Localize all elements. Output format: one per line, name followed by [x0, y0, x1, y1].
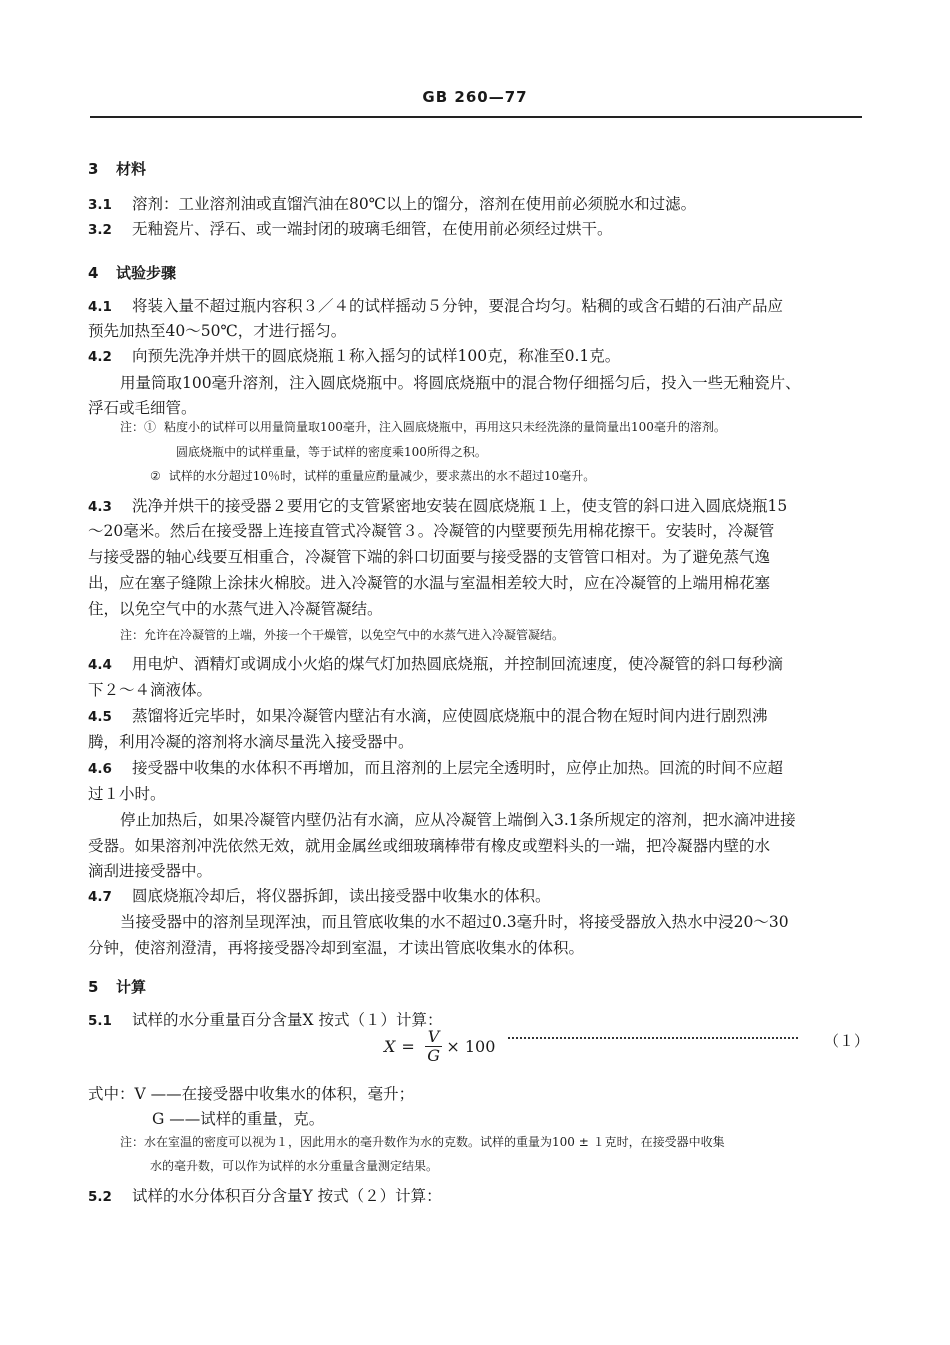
section-number: 3	[88, 160, 99, 178]
clause-3-1	[88, 194, 696, 215]
clause-4-3-line2: ～20毫米。然后在接受器上连接直管式冷凝管３。冷凝管的内壁要预先用棉花擦干。安装时，冷凝管	[88, 522, 775, 540]
note-4-3: 注：允许在冷凝管的上端，外接一个干燥管，以免空气中的水蒸气进入冷凝管凝结。	[120, 628, 565, 642]
clause-4-2-cont: 浮石或毛细管。	[88, 399, 197, 417]
section-title: 试验步骤	[116, 264, 177, 282]
equation-number: （１）	[824, 1032, 870, 1050]
clause-text: 接受器中收集的水体积不再增加，而且溶剂的上层完全透明时，应停止加热。回流的时间不应超	[132, 759, 784, 777]
clause-4-1-cont: 预先加热至40～50℃，才进行摇匀。	[88, 322, 347, 340]
clause-text: 圆底烧瓶冷却后，将仪器拆卸，读出接受器中收集水的体积。	[132, 887, 551, 905]
clause-text: 向预先洗净并烘干的圆底烧瓶１称入摇匀的试样100克，称准至0.1克。	[132, 347, 621, 365]
clause-number: 3.2	[88, 222, 112, 238]
clause-4-6-line5: 滴刮进接受器中。	[88, 862, 213, 880]
clause-4-3-line5: 住，以免空气中的水蒸气进入冷凝管凝结。	[88, 600, 383, 618]
note-text: 试样的水分超过10％时，试样的重量应酌量减少，要求蒸出的水不超过10毫升。	[168, 469, 596, 483]
clause-4-7-line3: 分钟，使溶剂澄清，再将接受器冷却到室温，才读出管底收集水的体积。	[88, 939, 585, 957]
document-code-header: GB 260—77	[422, 88, 528, 106]
clause-4-3-line3: 与接受器的轴心线要互相重合，冷凝管下端的斜口切面要与接受器的支管管口相对。为了避免蒸气逸	[88, 548, 771, 566]
clause-4-6-line4: 受器。如果溶剂冲洗依然无效，就用金属丝或细玻璃棒带有橡皮或塑料头的一端，把冷凝器内壁的水	[88, 837, 771, 855]
clause-number: 3.1	[88, 197, 112, 213]
clause-4-4-cont: 下２～４滴液体。	[88, 681, 213, 699]
clause-number: 4.7	[88, 889, 112, 905]
note-4-2-1	[120, 418, 726, 436]
section-title: 计算	[116, 978, 147, 996]
clause-4-5	[88, 706, 768, 727]
note-4-2-2	[150, 467, 595, 485]
note-5-1: 注：水在室温的密度可以视为１，因此用水的毫升数作为水的克数。试样的重量为100 ± １克时，在接受器中收集	[120, 1135, 725, 1149]
clause-3-2	[88, 219, 613, 240]
clause-number: 4.3	[88, 499, 112, 515]
formula-times: × 100	[446, 1037, 496, 1056]
clause-number: 5.2	[88, 1189, 112, 1205]
clause-text: 用电炉、酒精灯或调成小火焰的煤气灯加热圆底烧瓶，并控制回流速度，使冷凝管的斜口每秒滴	[132, 655, 784, 673]
note-mark: ②	[150, 469, 161, 483]
section-number: 4	[88, 264, 99, 282]
clause-text: 将装入量不超过瓶内容积３／４的试样摇动５分钟，要混合均匀。粘稠的或含石蜡的石油产品应	[132, 297, 784, 315]
clause-4-4	[88, 654, 783, 675]
section-5-heading	[88, 976, 146, 997]
clause-number: 4.5	[88, 709, 112, 725]
formula-equals: =	[401, 1037, 415, 1056]
clause-number: 4.6	[88, 761, 112, 777]
formula-fraction	[425, 1028, 443, 1065]
clause-text: 溶剂：工业溶剂油或直馏汽油在80℃以上的馏分，溶剂在使用前必须脱水和过滤。	[132, 195, 697, 213]
note-4-2-1-cont: 圆底烧瓶中的试样重量，等于试样的密度乘100所得之积。	[176, 445, 487, 459]
clause-4-6	[88, 758, 783, 779]
clause-text: 无釉瓷片、浮石、或一端封闭的玻璃毛细管，在使用前必须经过烘干。	[132, 220, 613, 238]
clause-text: 试样的水分体积百分含量Y 按式（２）计算：	[132, 1187, 442, 1205]
clause-5-2	[88, 1186, 442, 1207]
clause-text: 洗净并烘干的接受器２要用它的支管紧密地安装在圆底烧瓶１上，使支管的斜口进入圆底烧瓶15	[132, 497, 788, 515]
section-4-heading	[88, 262, 176, 283]
clause-4-1	[88, 296, 783, 317]
formula-leader-dots	[508, 1037, 798, 1039]
clause-4-7	[88, 886, 551, 907]
note-5-1-cont: 水的毫升数，可以作为试样的水分重量含量测定结果。	[150, 1159, 439, 1173]
formula-denominator: G	[427, 1046, 440, 1065]
clause-text: 试样的水分重量百分含量X 按式（１）计算：	[132, 1011, 443, 1029]
clause-4-3	[88, 496, 787, 517]
where-clause-2: G ——试样的重量，克。	[152, 1110, 325, 1128]
where-clause: 式中：V ——在接受器中收集水的体积，毫升；	[88, 1085, 415, 1103]
clause-4-5-cont: 腾，利用冷凝的溶剂将水滴尽量洗入接受器中。	[88, 733, 414, 751]
section-number: 5	[88, 978, 99, 996]
clause-4-6-cont: 过１小时。	[88, 785, 166, 803]
clause-4-2-para: 用量筒取100毫升溶剂，注入圆底烧瓶中。将圆底烧瓶中的混合物仔细摇匀后，投入一些无釉瓷片、	[120, 374, 801, 392]
header-rule	[90, 116, 862, 118]
clause-number: 4.1	[88, 299, 112, 315]
formula-1	[384, 1028, 495, 1065]
section-3-heading	[88, 158, 146, 179]
formula-lhs: X	[384, 1037, 396, 1056]
clause-text: 蒸馏将近完毕时，如果冷凝管内壁沾有水滴，应使圆底烧瓶中的混合物在短时间内进行剧烈沸	[132, 707, 768, 725]
section-title: 材料	[116, 160, 147, 178]
clause-number: 5.1	[88, 1013, 112, 1029]
clause-4-2	[88, 346, 620, 367]
clause-number: 4.4	[88, 657, 112, 673]
clause-number: 4.2	[88, 349, 112, 365]
clause-4-3-line4: 出，应在塞子缝隙上涂抹火棉胶。进入冷凝管的水温与室温相差较大时，应在冷凝管的上端用棉花塞	[88, 574, 771, 592]
note-label: 注：	[120, 420, 145, 434]
note-text: 粘度小的试样可以用量筒量取100毫升，注入圆底烧瓶中，再用这只未经洗涤的量筒量出100毫升的溶剂。	[164, 420, 726, 434]
clause-4-6-para: 停止加热后，如果冷凝管内壁仍沾有水滴，应从冷凝管上端倒入3.1条所规定的溶剂，把水滴冲进接	[120, 811, 796, 829]
note-mark: ①	[144, 420, 157, 434]
clause-4-7-para: 当接受器中的溶剂呈现浑浊，而且管底收集的水不超过0.3毫升时，将接受器放入热水中浸20～30	[120, 913, 789, 931]
formula-numerator: V	[425, 1028, 443, 1047]
